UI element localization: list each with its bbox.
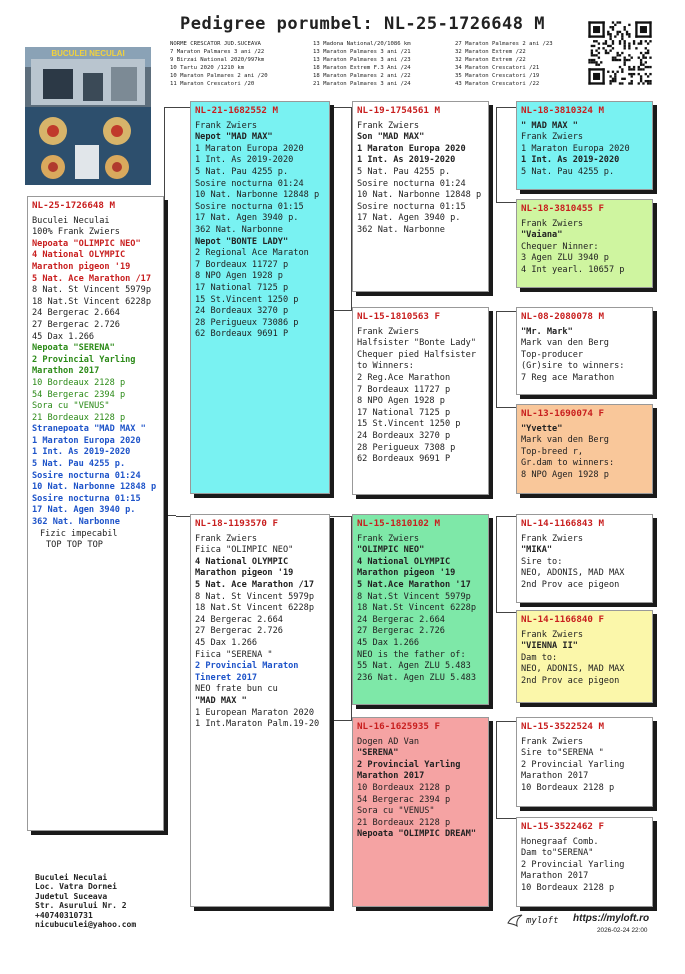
card-line: Son "MAD MAX" xyxy=(357,132,425,143)
card-line: Nepot "MAD MAX" xyxy=(195,132,273,143)
card-line: "SERENA" xyxy=(357,748,399,759)
card-line: 236 Nat. Agen ZLU 5.483 xyxy=(357,672,476,683)
card-line: 1 Int.Maraton Palm.19-20 xyxy=(195,719,320,730)
card-line: 5 Nat. Pau 4255 p. xyxy=(357,166,451,177)
card-line: Fizic impecabil xyxy=(40,528,118,539)
page-title: Pedigree porumbel: NL-25-1726648 M xyxy=(180,14,545,34)
ring-number: NL-15-3522462 F xyxy=(521,821,604,832)
card-line: "OLIMPIC NEO" xyxy=(357,545,425,556)
connector-sd-g xyxy=(496,311,516,408)
card-line: Sosire nocturna 01:24 xyxy=(357,178,466,189)
card-line: 24 Bergerac 2.664 xyxy=(357,614,445,625)
sss-card[interactable] xyxy=(516,101,653,190)
card-line: 17 National 7125 p xyxy=(195,282,289,293)
card-line: Chequer Ninner: xyxy=(521,241,599,252)
card-line: 8 NPO Agen 1928 p xyxy=(521,469,609,480)
sdd-card[interactable] xyxy=(516,404,653,494)
card-line: 362 Nat. Narbonne xyxy=(195,224,283,235)
card-line: Sosire nocturna 01:24 xyxy=(195,178,304,189)
card-line: 2 Regional Ace Maraton xyxy=(195,248,309,259)
card-line: "VIENNA II" xyxy=(521,641,578,652)
dam-sire-card[interactable] xyxy=(352,514,489,705)
card-line: 7 Bordeaux 11727 p xyxy=(195,259,289,270)
card-line: Marathon pigeon '19 xyxy=(195,568,294,579)
text-line: 27 Maraton Palmares 2 ani /23 xyxy=(455,41,553,47)
performance-col-1 xyxy=(170,40,268,89)
connector-dd-g xyxy=(496,721,516,819)
dds-card[interactable] xyxy=(516,717,653,807)
card-line: 7 Bordeaux 11727 p xyxy=(357,384,451,395)
ddd-card[interactable] xyxy=(516,817,653,907)
card-line: 54 Bergerac 2394 p xyxy=(357,794,451,805)
card-line: Stranepoata "MAD MAX " xyxy=(32,424,146,435)
text-line: Str. Asurului Nr. 2 xyxy=(35,901,127,911)
card-line: 7 Reg ace Marathon xyxy=(521,372,615,383)
card-line: 5 Nat. Ace Marathon /17 xyxy=(32,273,151,284)
card-line: 8 Nat. St Vincent 5979p xyxy=(32,285,151,296)
card-line: 17 Nat. Agen 3940 p. xyxy=(195,213,299,224)
card-line: 27 Bergerac 2.726 xyxy=(195,626,283,637)
sds-card[interactable] xyxy=(516,307,653,395)
card-line: TOP TOP TOP xyxy=(46,540,103,551)
card-line: 3 Agen ZLU 3940 p xyxy=(521,253,609,264)
pigeon-photo xyxy=(25,47,151,185)
card-line: 28 Perigueux 7308 p xyxy=(357,442,456,453)
card-line: 1 Int. As 2019-2020 xyxy=(195,155,294,166)
card-line: Sosire nocturna 01:15 xyxy=(195,201,304,212)
sire-dam-card[interactable] xyxy=(352,307,489,495)
ssd-card[interactable] xyxy=(516,199,653,288)
card-line: Sora cu "VENUS" xyxy=(357,806,435,817)
card-line: 362 Nat. Narbonne xyxy=(32,517,120,528)
card-line: NEO frate bun cu xyxy=(195,684,278,695)
card-line: 362 Nat. Narbonne xyxy=(357,224,445,235)
text-line: 13 Madona National/20/1086 km xyxy=(313,41,411,47)
card-line: Gr.dam to winners: xyxy=(521,458,615,469)
card-line: Frank Zwiers xyxy=(357,326,420,337)
ring-number: NL-08-2080078 M xyxy=(521,311,604,322)
card-line: Frank Zwiers xyxy=(195,120,258,131)
card-line: 1 Int. As 2019-2020 xyxy=(357,155,456,166)
card-line: NEO, ADONIS, MAD MAX xyxy=(521,664,625,675)
card-line: Sosire nocturna 01:24 xyxy=(32,470,141,481)
card-line: 15 St.Vincent 1250 p xyxy=(195,294,299,305)
card-line: Mark van den Berg xyxy=(521,435,609,446)
card-line: 1 Int. As 2019-2020 xyxy=(521,155,620,166)
card-line: Marathon pigeon '19 xyxy=(357,568,456,579)
text-line: 7 Maraton Palmares 3 ani /22 xyxy=(170,49,265,56)
text-line: nicubuculei@yahoo.com xyxy=(35,920,137,930)
text-line: Buculei Neculai xyxy=(35,873,108,882)
text-line: 10 Maraton Palmares 2 ani /20 xyxy=(170,73,268,80)
card-line: 10 Bordeaux 2128 p xyxy=(521,782,615,793)
card-line: Sire to"SERENA " xyxy=(521,748,604,759)
card-line: 8 Nat.St Vincent 5979p xyxy=(357,591,471,602)
card-line: 21 Bordeaux 2128 p xyxy=(357,817,451,828)
card-line: Frank Zwiers xyxy=(521,533,584,544)
card-line: Mark van den Berg xyxy=(521,338,609,349)
card-line: Sire to: xyxy=(521,556,563,567)
text-line: 18 Maraton Palmares 2 ani /22 xyxy=(313,73,411,80)
ring-number: NL-14-1166843 M xyxy=(521,518,604,529)
card-line: Chequer pied Halfsister xyxy=(357,349,476,360)
card-line: 4 National OLYMPIC xyxy=(195,556,289,567)
card-line: Nepoata "OLIMPIC DREAM" xyxy=(357,829,476,840)
card-line: 5 Nat. Pau 4255 p. xyxy=(195,166,289,177)
main-pigeon-card[interactable] xyxy=(27,196,164,831)
dam-dam-card[interactable] xyxy=(352,717,489,907)
card-line: 21 Bordeaux 2128 p xyxy=(32,412,126,423)
card-line: Honegraaf Comb. xyxy=(521,836,599,847)
dss-card[interactable] xyxy=(516,514,653,603)
card-line: 62 Bordeaux 9691 P xyxy=(357,454,451,465)
card-line: 2 Provincial Yarling xyxy=(521,759,625,770)
card-line: 17 National 7125 p xyxy=(357,407,451,418)
text-line: 32 Maraton Extrem /22 xyxy=(455,57,526,64)
connector-sire-ss xyxy=(330,107,352,311)
text-line: 32 Maraton Extrem /22 xyxy=(455,49,526,56)
card-line: Marathon 2017 xyxy=(521,871,589,882)
ring-number: NL-18-3810455 F xyxy=(521,203,604,214)
card-line: 1 Maraton Europa 2020 xyxy=(32,435,141,446)
text-line: NORME CRESCATOR JUD.SUCEAVA xyxy=(170,41,261,47)
text-line: Loc. Vatra Dornei xyxy=(35,882,117,892)
card-line: 10 Nat. Narbonne 12848 p xyxy=(195,190,320,201)
card-line: 2 Provincial Yarling xyxy=(32,354,136,365)
card-line: Top-breed r, xyxy=(521,446,584,457)
card-line: 8 Nat. St Vincent 5979p xyxy=(195,591,314,602)
card-line: 18 Nat.St Vincent 6228p xyxy=(32,296,151,307)
logo-text: myloft xyxy=(526,916,559,926)
ring-number: NL-15-1810563 F xyxy=(357,311,440,322)
card-line: Top-producer xyxy=(521,349,584,360)
text-line: 13 Maraton Palmares 3 ani /21 xyxy=(313,49,411,56)
owner-contact xyxy=(35,873,136,929)
text-line: 43 Maraton Crescatori /22 xyxy=(455,81,540,88)
card-line: Nepoata "OLIMPIC NEO" xyxy=(32,238,141,249)
dove-icon xyxy=(507,914,523,928)
card-line: Tineret 2017 xyxy=(195,672,258,683)
card-line: 2nd Prov ace pigeon xyxy=(521,579,620,590)
card-line: Dogen AD Van xyxy=(357,736,420,747)
ring-number: NL-18-3810324 M xyxy=(521,105,604,116)
card-line: 2 Provincial Yarling xyxy=(357,759,461,770)
card-line: Sora cu "VENUS" xyxy=(32,401,110,412)
card-line: 45 Dax 1.266 xyxy=(357,637,420,648)
text-line: +40740310731 xyxy=(35,910,93,920)
photo-banner: BUCULEI NECULAI xyxy=(51,49,125,58)
connector-main-sire-h1 xyxy=(176,107,190,108)
card-line: 5 Nat. Pau 4255 p. xyxy=(32,459,126,470)
card-line: 8 NPO Agen 1928 p xyxy=(195,271,283,282)
card-line: 27 Bergerac 2.726 xyxy=(32,319,120,330)
card-line: 24 Bergerac 2.664 xyxy=(195,614,283,625)
card-line: Marathon pigeon '19 xyxy=(32,261,131,272)
card-line: 10 Nat. Narbonne 12848 p xyxy=(357,190,482,201)
card-line: Frank Zwiers xyxy=(357,533,420,544)
card-line: "Vaiana" xyxy=(521,230,563,241)
card-line: 15 St.Vincent 1250 p xyxy=(357,419,461,430)
sire-card[interactable] xyxy=(190,101,330,494)
ring-number: NL-13-1690074 F xyxy=(521,408,604,419)
ring-number: NL-16-1625935 F xyxy=(357,721,440,732)
card-line: Sosire nocturna 01:15 xyxy=(357,201,466,212)
card-line: 2 Provincial Maraton xyxy=(195,661,299,672)
card-line: 5 Nat.Ace Marathon '17 xyxy=(357,579,471,590)
text-line: 18 Maraton Extrem F.3 Ani /24 xyxy=(313,65,411,72)
card-line: 62 Bordeaux 9691 P xyxy=(195,329,289,340)
card-line: 4 Int yearl. 10657 p xyxy=(521,264,625,275)
card-line: 17 Nat. Agen 3940 p. xyxy=(32,505,136,516)
connector-main-sire xyxy=(164,107,176,516)
ring-number: NL-15-1810102 M xyxy=(357,518,440,529)
card-line: Frank Zwiers xyxy=(521,736,584,747)
card-line: "Mr. Mark" xyxy=(521,326,573,337)
card-line: 100% Frank Zwiers xyxy=(32,227,120,238)
card-line: "MIKA" xyxy=(521,545,553,556)
card-line: Marathon 2017 xyxy=(357,771,425,782)
ring-number: NL-15-3522524 M xyxy=(521,721,604,732)
loft-photo-collage xyxy=(25,47,151,185)
card-line: 10 Bordeaux 2128 p xyxy=(357,782,451,793)
sire-sire-card[interactable] xyxy=(352,101,489,292)
ring-number: NL-25-1726648 M xyxy=(32,200,115,211)
card-line: 55 Nat. Agen ZLU 5.483 xyxy=(357,661,471,672)
card-line: Marathon 2017 xyxy=(32,366,100,377)
card-line: 17 Nat. Agen 3940 p. xyxy=(357,213,461,224)
dam-card[interactable] xyxy=(190,514,330,907)
connector-ss-g xyxy=(496,107,516,203)
dsd-card[interactable] xyxy=(516,610,653,703)
card-line: Dam to: xyxy=(521,652,558,663)
card-line: Frank Zwiers xyxy=(195,533,258,544)
card-line: Fiica "SERENA " xyxy=(195,649,273,660)
card-line: Nepot "BONTE LADY" xyxy=(195,236,289,247)
card-line: 8 NPO Agen 1928 p xyxy=(357,396,445,407)
card-line: 1 Maraton Europa 2020 xyxy=(521,143,630,154)
card-line: Fiica "OLIMPIC NEO" xyxy=(195,545,294,556)
qr-code-icon xyxy=(586,19,654,87)
card-line: 45 Dax 1.266 xyxy=(195,637,258,648)
card-line: 1 Maraton Europa 2020 xyxy=(357,143,466,154)
card-line: 24 Bordeaux 3270 p xyxy=(357,430,451,441)
card-line: 2 Reg.Ace Marathon xyxy=(357,372,451,383)
card-line: "Yvette" xyxy=(521,423,563,434)
card-line: Sosire nocturna 01:15 xyxy=(32,493,141,504)
card-line: Nepoata "SERENA" xyxy=(32,343,115,354)
text-line: 10 Tartu 2020 /1210 km xyxy=(170,65,245,72)
text-line: 9 Birzai National 2020/997km xyxy=(170,57,265,64)
card-line: 5 Nat. Pau 4255 p. xyxy=(521,166,615,177)
card-line: 24 Bordeaux 3270 p xyxy=(195,306,289,317)
text-line: 11 Maraton Crescatori /20 xyxy=(170,81,255,88)
footer-date: 2026-02-24 22:00 xyxy=(597,927,648,934)
card-line: 10 Nat. Narbonne 12848 p xyxy=(32,482,157,493)
performance-col-2 xyxy=(313,40,411,89)
ring-number: NL-18-1193570 F xyxy=(195,518,278,529)
card-line: 4 National OLYMPIC xyxy=(357,556,451,567)
card-line: 1 Int. As 2019-2020 xyxy=(32,447,131,458)
text-line: 21 Maraton Palmares 3 ani /24 xyxy=(313,81,411,88)
ring-number: NL-21-1682552 M xyxy=(195,105,278,116)
card-line: Frank Zwiers xyxy=(521,132,584,143)
ring-number: NL-14-1166840 F xyxy=(521,614,604,625)
text-line: 34 Maraton Crescatori /21 xyxy=(455,65,540,72)
card-line: 4 National OLYMPIC xyxy=(32,250,126,261)
ring-number: NL-19-1754561 M xyxy=(357,105,440,116)
card-line: Marathon 2017 xyxy=(521,771,589,782)
footer-url[interactable]: https://myloft.ro xyxy=(573,913,650,924)
connector-main-dam-h1 xyxy=(176,516,190,517)
card-line: 1 Maraton Europa 2020 xyxy=(195,143,304,154)
card-line: NEO, ADONIS, MAD MAX xyxy=(521,568,625,579)
qr-code xyxy=(586,19,654,87)
card-line: 18 Nat.St Vincent 6228p xyxy=(357,603,476,614)
performance-col-3 xyxy=(455,40,553,89)
card-line: 5 Nat. Ace Marathon /17 xyxy=(195,579,314,590)
myloft-logo xyxy=(507,914,559,928)
card-line: 54 Bergerac 2394 p xyxy=(32,389,126,400)
card-line: 28 Perigueux 73086 p xyxy=(195,317,299,328)
connector-dam-ds xyxy=(330,516,352,721)
text-line: 13 Maraton Palmares 3 ani /23 xyxy=(313,57,411,64)
card-line: 24 Bergerac 2.664 xyxy=(32,308,120,319)
card-line: Frank Zwiers xyxy=(357,120,420,131)
card-line: Buculei Neculai xyxy=(32,215,110,226)
card-line: "MAD MAX " xyxy=(195,695,247,706)
card-line: 18 Nat.St Vincent 6228p xyxy=(195,603,314,614)
card-line: 10 Bordeaux 2128 p xyxy=(32,377,126,388)
card-line: 2nd Prov ace pigeon xyxy=(521,675,620,686)
card-line: 45 Dax 1.266 xyxy=(32,331,95,342)
card-line: NEO is the father of: xyxy=(357,649,466,660)
card-line: 27 Bergerac 2.726 xyxy=(357,626,445,637)
card-line: 10 Bordeaux 2128 p xyxy=(521,882,615,893)
card-line: Halfsister "Bonte Lady" xyxy=(357,338,476,349)
card-line: (Gr)sire to winners: xyxy=(521,361,625,372)
text-line: Judetul Suceava xyxy=(35,891,108,901)
text-line: 35 Maraton Crescatori /19 xyxy=(455,73,540,80)
card-line: to Winners: xyxy=(357,361,414,372)
card-line: Frank Zwiers xyxy=(521,218,584,229)
card-line: 2 Provincial Yarling xyxy=(521,859,625,870)
card-line: Dam to"SERENA" xyxy=(521,848,594,859)
card-line: " MAD MAX " xyxy=(521,120,578,131)
connector-ds-g xyxy=(496,516,516,613)
card-line: Frank Zwiers xyxy=(521,629,584,640)
card-line: 1 European Maraton 2020 xyxy=(195,707,314,718)
